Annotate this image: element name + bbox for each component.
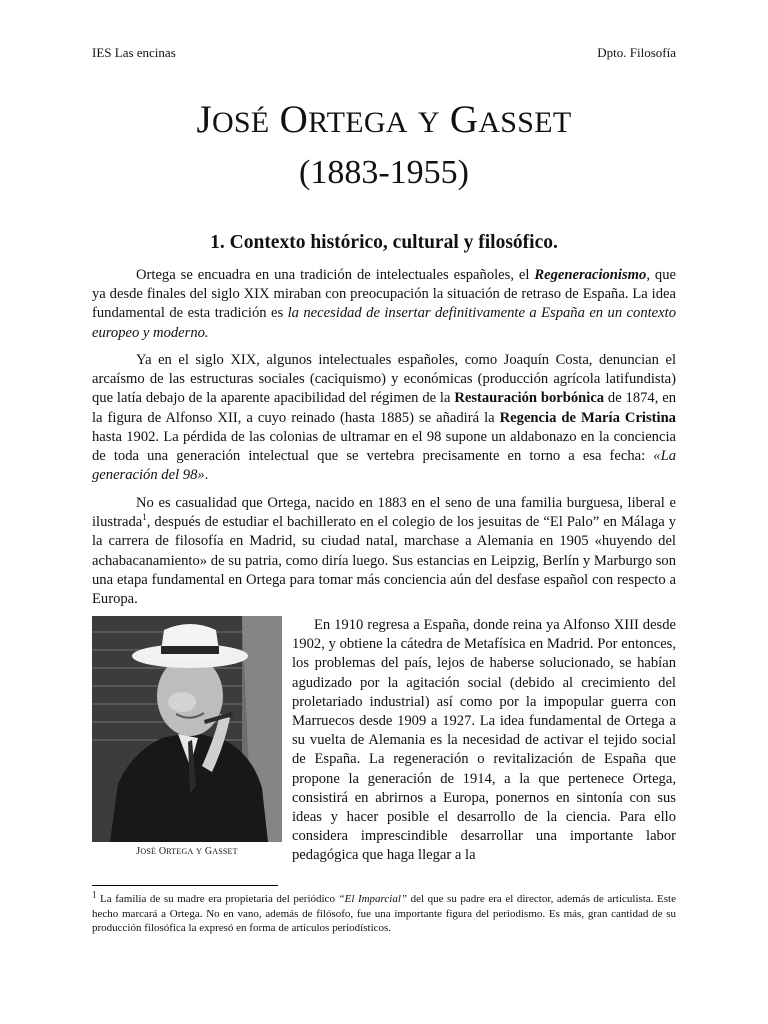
paragraph-4: En 1910 regresa a España, donde reina ya Alfonso XIII desde 1902, y obtiene la cátedra de Metafísica en Madrid. Por entonces, los problemas del país, lejos de haberse solucionado, se habían agudizado por la agitación social (debido al crecimiento del proletariado industrial) así como por la impopular guerra con Marruecos desde 1909 a 1927. La idea fundamental de Ortega a su vuelta de Alemania es la necesidad de activar el tejido social de España. La regeneración o revitalización de España que propone la generación de 1914, a la que pertenece Ortega, consistirá en abrirnos a Europa, ponernos en sintonía con sus ideas y hacer posible el desarrollo de la ciencia. Para ello considera imprescindible desarrollar una importante labor pedagógica que haga llegar a la bbox=[292, 617, 676, 864]
header-department: Dpto. Filosofía bbox=[597, 45, 676, 60]
photo-caption: JOSÉ ORTEGA Y GASSET bbox=[136, 846, 238, 857]
portrait-photo bbox=[92, 616, 282, 842]
paragraph-3: No es casualidad que Ortega, nacido en 1883 en el seno de una familia burguesa, liberal e ilustrada$^1$, después de estudiar el bachillerato en el colegio de los jesuitas de “El Palo” en Málaga y la carrera de filosofía en Madrid, su ciudad natal, marchase a Alemania en 1905 «huyendo del achabacanamiento» de su patria, como diría luego. Sus estancias en Leipzig, Berlín y Marburgo son una etapa fundamental en Ortega para tomar más conciencia aún del desfase español con respecto a Europa. bbox=[92, 495, 676, 608]
page-title: JOSÉ ORTEGA Y GASSET bbox=[196, 98, 572, 141]
header-school: IES Las encinas bbox=[92, 45, 176, 60]
life-dates: (1883-1955) bbox=[299, 154, 469, 191]
paragraph-1: Ortega se encuadra en una tradición de intelectuales españoles, el Regeneracionismo, que ya desde finales del siglo XIX miraban con preocupación la situación de retraso de España. La idea fundamental de esta tradición es la necesidad de insertar definitivamente a España en un contexto europeo y moderno. bbox=[92, 267, 676, 341]
footnote: $^1$ La familia de su madre era propietaria del periódico “El Imparcial” del que su padre era el director, además de articulista. Este hecho marcará a Ortega. No en vano, además de filósofo, fue una importante figura del periodismo. Es más, gran cantidad de su producción filosófica la expresó en forma de artículos periodísticos. bbox=[92, 889, 676, 934]
paragraph-2: Ya en el siglo XIX, algunos intelectuales españoles, como Joaquín Costa, denuncian el arcaísmo de las estructuras sociales (caciquismo) y económicas (producción agrícola latifundista) que latía debajo de la aparente apacibilidad del régimen de la Restauración borbónica de 1874, en la figura de Alfonso XII, a cuyo reinado (hasta 1885) se añadirá la Regencia de María Cristina hasta 1902. La pérdida de las colonias de ultramar en el 98 supone un aldabonazo en la conciencia de toda una generación intelectual que se vertebra precisamente en torno a esa fecha: «La generación del 98». bbox=[92, 352, 676, 484]
section-heading: 1. Contexto histórico, cultural y filosófico. bbox=[210, 232, 558, 253]
footnote-divider bbox=[92, 885, 278, 886]
footnote-reference[interactable]: 1 bbox=[142, 512, 147, 523]
